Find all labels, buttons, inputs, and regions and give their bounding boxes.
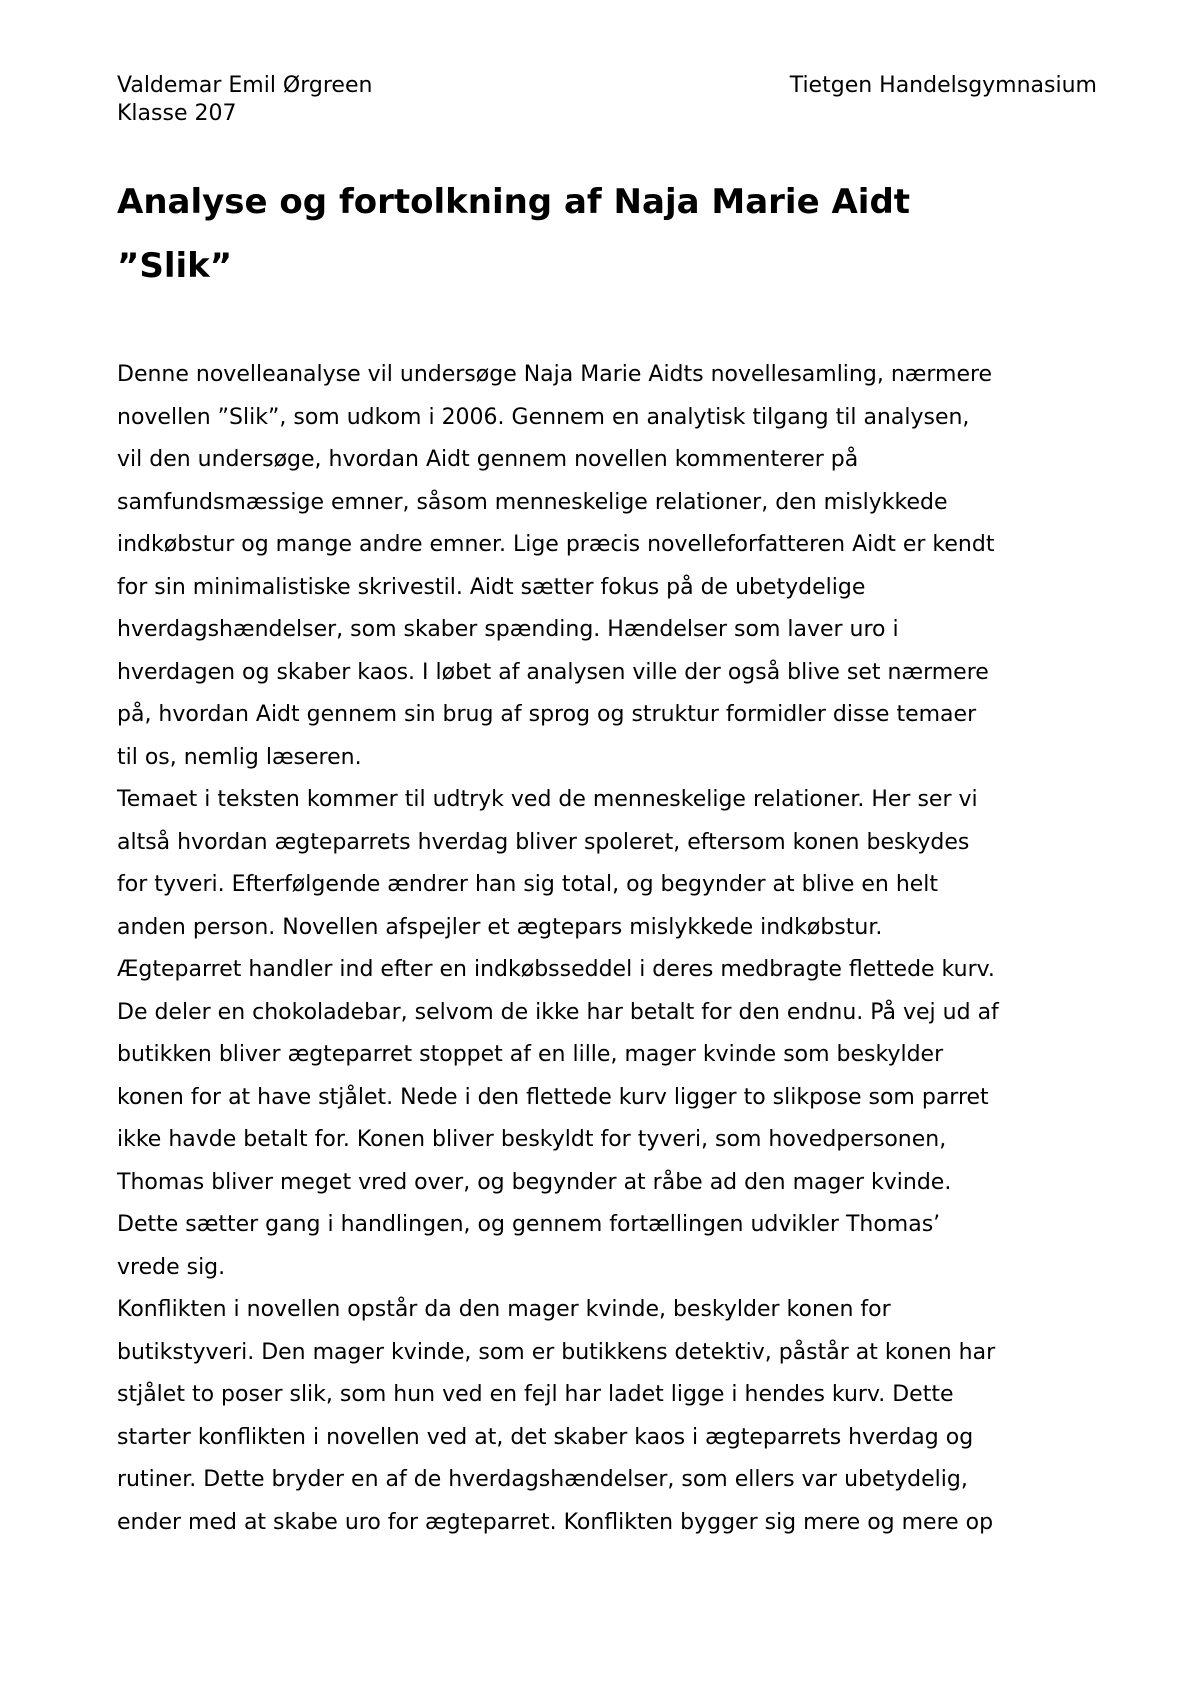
paragraph-1: Denne novelleanalyse vil undersøge Naja Marie Aidts novellesamling, nærmere novellen ”Slik”, som udkom i 2006. Gennem en analytisk tilgang til analysen, vil den undersøge, hvordan Aidt gennem novellen kommenterer på samfundsmæssige emner, såsom menneskelige relationer, den mislykkede indkøbstur og mange andre emner. Lige præcis novelleforfatteren Aidt er kendt for sin minimalistiske skrivestil. Aidt sætter fokus på de ubetydelige hverdagshændelser, som skaber spænding. Hændelser som laver uro i hverdagen og skaber kaos. I løbet af analysen ville der også blive set nærmere på, hvordan Aidt gennem sin brug af sprog og struktur formidler disse temaer til os, nemlig læseren. <box>117 362 995 770</box>
class-label: Klasse 207 <box>117 101 237 126</box>
title-line-2: ”Slik” <box>117 246 233 286</box>
title-line-1: Analyse og fortolkning af Naja Marie Aidt <box>117 182 911 222</box>
document-header <box>117 72 1097 128</box>
paragraph-3: Konflikten i novellen opstår da den mager kvinde, beskylder konen for butikstyveri. Den mager kvinde, som er butikkens detektiv, påstår at konen har stjålet to poser slik, som hun ved en fejl har ladet ligge i hendes kurv. Dette starter konflikten i novellen ved at, det skaber kaos i ægteparrets hverdag og rutiner. Dette bryder en af de hverdagshændelser, som ellers var ubetydelig, ender med at skabe uro for ægteparret. Konflikten bygger sig mere og mere op <box>117 1297 996 1535</box>
body-text <box>117 354 1097 1544</box>
document-page <box>117 72 1097 1544</box>
author-name: Valdemar Emil Ørgreen <box>117 73 373 98</box>
school-name: Tietgen Handelsgymnasium <box>789 73 1097 98</box>
header-left <box>117 72 372 128</box>
document-title <box>117 170 1097 298</box>
header-right <box>790 72 1097 128</box>
paragraph-2: Temaet i teksten kommer til udtryk ved de menneskelige relationer. Her ser vi altså hvordan ægteparrets hverdag bliver spoleret, eftersom konen beskydes for tyveri. Efterfølgende ændrer han sig total, og begynder at blive en helt anden person. Novellen afspejler et ægtepars mislykkede indkøbstur. Ægteparret handler ind efter en indkøbsseddel i deres medbragte flettede kurv. De deler en chokoladebar, selvom de ikke har betalt for den endnu. På vej ud af butikken bliver ægteparret stoppet af en lille, mager kvinde som beskylder konen for at have stjålet. Nede i den flettede kurv ligger to slikpose som parret ikke havde betalt for. Konen bliver beskyldt for tyveri, som hovedpersonen, Thomas bliver meget vred over, og begynder at råbe ad den mager kvinde. Dette sætter gang i handlingen, og gennem fortællingen udvikler Thomas’ vrede sig. <box>117 787 999 1280</box>
